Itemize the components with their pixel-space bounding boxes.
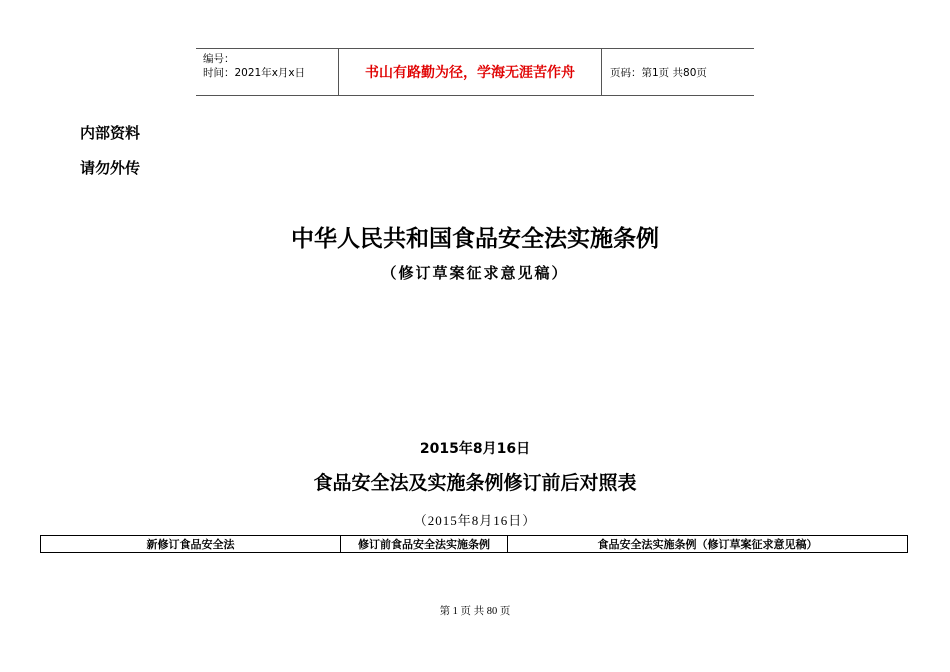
document-date: 2015年8月16日 — [419, 441, 531, 457]
page-footer: 第 1 页 共 80 页 — [439, 606, 511, 617]
time-label: 时间：2021年x月x日 — [203, 67, 306, 79]
confidential-note: 请勿外传 — [80, 159, 141, 177]
comparison-table — [40, 535, 908, 553]
column-header-draft-regulation: 食品安全法实施条例（修订草案征求意见稿） — [508, 536, 908, 553]
comparison-title: 食品安全法及实施条例修订前后对照表 — [313, 472, 637, 494]
document-title: 中华人民共和国食品安全法实施条例 — [291, 225, 659, 252]
header-meta — [196, 49, 338, 95]
document-subtitle: （修订草案征求意见稿） — [381, 264, 569, 282]
page-header — [196, 48, 754, 96]
number-label: 编号： — [203, 53, 235, 65]
table-header-row — [41, 536, 908, 553]
internal-note: 内部资料 — [80, 124, 141, 142]
comparison-date: （2015年8月16日） — [413, 513, 537, 528]
header-slogan: 书山有路勤为径，学海无涯苦作舟 — [338, 49, 602, 95]
column-header-old-regulation: 修订前食品安全法实施条例 — [341, 536, 508, 553]
header-page-label: 页码：第1页 共80页 — [610, 66, 707, 79]
column-header-new-law: 新修订食品安全法 — [41, 536, 341, 553]
